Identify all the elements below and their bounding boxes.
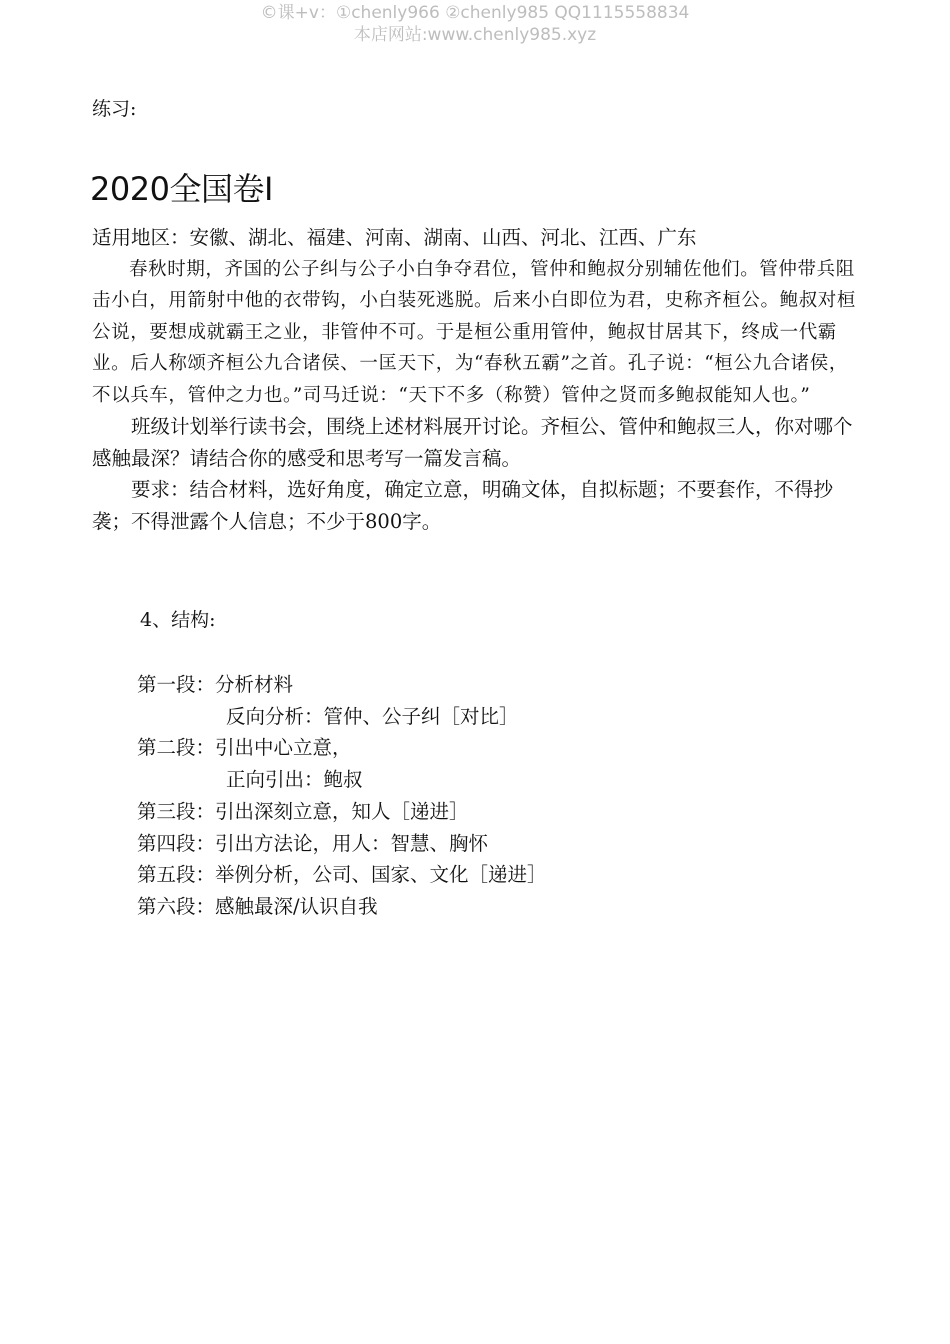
outline-subitem: 反向分析：管仲、公子纠［对比］ <box>226 704 519 728</box>
task-paragraph: 班级计划举行读书会，围绕上述材料展开讨论。齐桓公、管仲和鲍叔三人，你对哪个感触最深？请结合你的感受和思考写一篇发言稿。 <box>92 415 853 470</box>
watermark-website: 本店网站:www.chenly985.xyz <box>353 25 597 45</box>
structure-outline <box>137 669 547 923</box>
outline-item: 第二段：引出中心立意， <box>137 736 352 760</box>
outline-item: 第三段：引出深刻立意，知人［递进］ <box>137 799 469 823</box>
material-paragraph: 春秋时期，齐国的公子纠与公子小白争夺君位，管仲和鲍叔分别辅佐他们。管仲带兵阻击小白，用箭射中他的衣带钩，小白装死逃脱。后来小白即位为君，史称齐桓公。鲍叔对桓公说，要想成就霸王之业，非管仲不可。于是桓公重用管仲，鲍叔甘居其下，终成一代霸业。后人称颂齐桓公九合诸侯、一匡天下，为“春秋五霸”之首。孔子说：“桓公九合诸侯，不以兵车，管仲之力也。”司马迁说：“天下不多（称赞）管仲之贤而多鲍叔能知人也。” <box>92 258 857 406</box>
outline-item: 第一段：分析材料 <box>137 673 294 696</box>
prompt-text <box>92 222 860 537</box>
outline-item: 第五段：举例分析，公司、国家、文化［递进］ <box>137 863 547 887</box>
outline-subitem: 正向引出：鲍叔 <box>226 768 363 792</box>
exercise-label: 练习: <box>92 98 137 120</box>
outline-item: 第四段：引出方法论，用人：智慧、胸怀 <box>137 831 489 855</box>
watermark-contact: ©课+v：①chenly966 ②chenly985 QQ1115558834 <box>260 3 690 23</box>
structure-heading: 4、结构: <box>140 609 216 631</box>
applicable-regions: 适用地区：安徽、湖北、福建、河南、湖南、山西、河北、江西、广东 <box>92 226 697 249</box>
requirements-paragraph: 要求：结合材料，选好角度，确定立意，明确文体，自拟标题；不要套作，不得抄袭；不得泄露个人信息；不少于800字。 <box>92 478 834 533</box>
exam-title: 2020全国卷Ⅰ <box>90 170 273 209</box>
outline-item: 第六段：感触最深/认识自我 <box>137 894 378 918</box>
